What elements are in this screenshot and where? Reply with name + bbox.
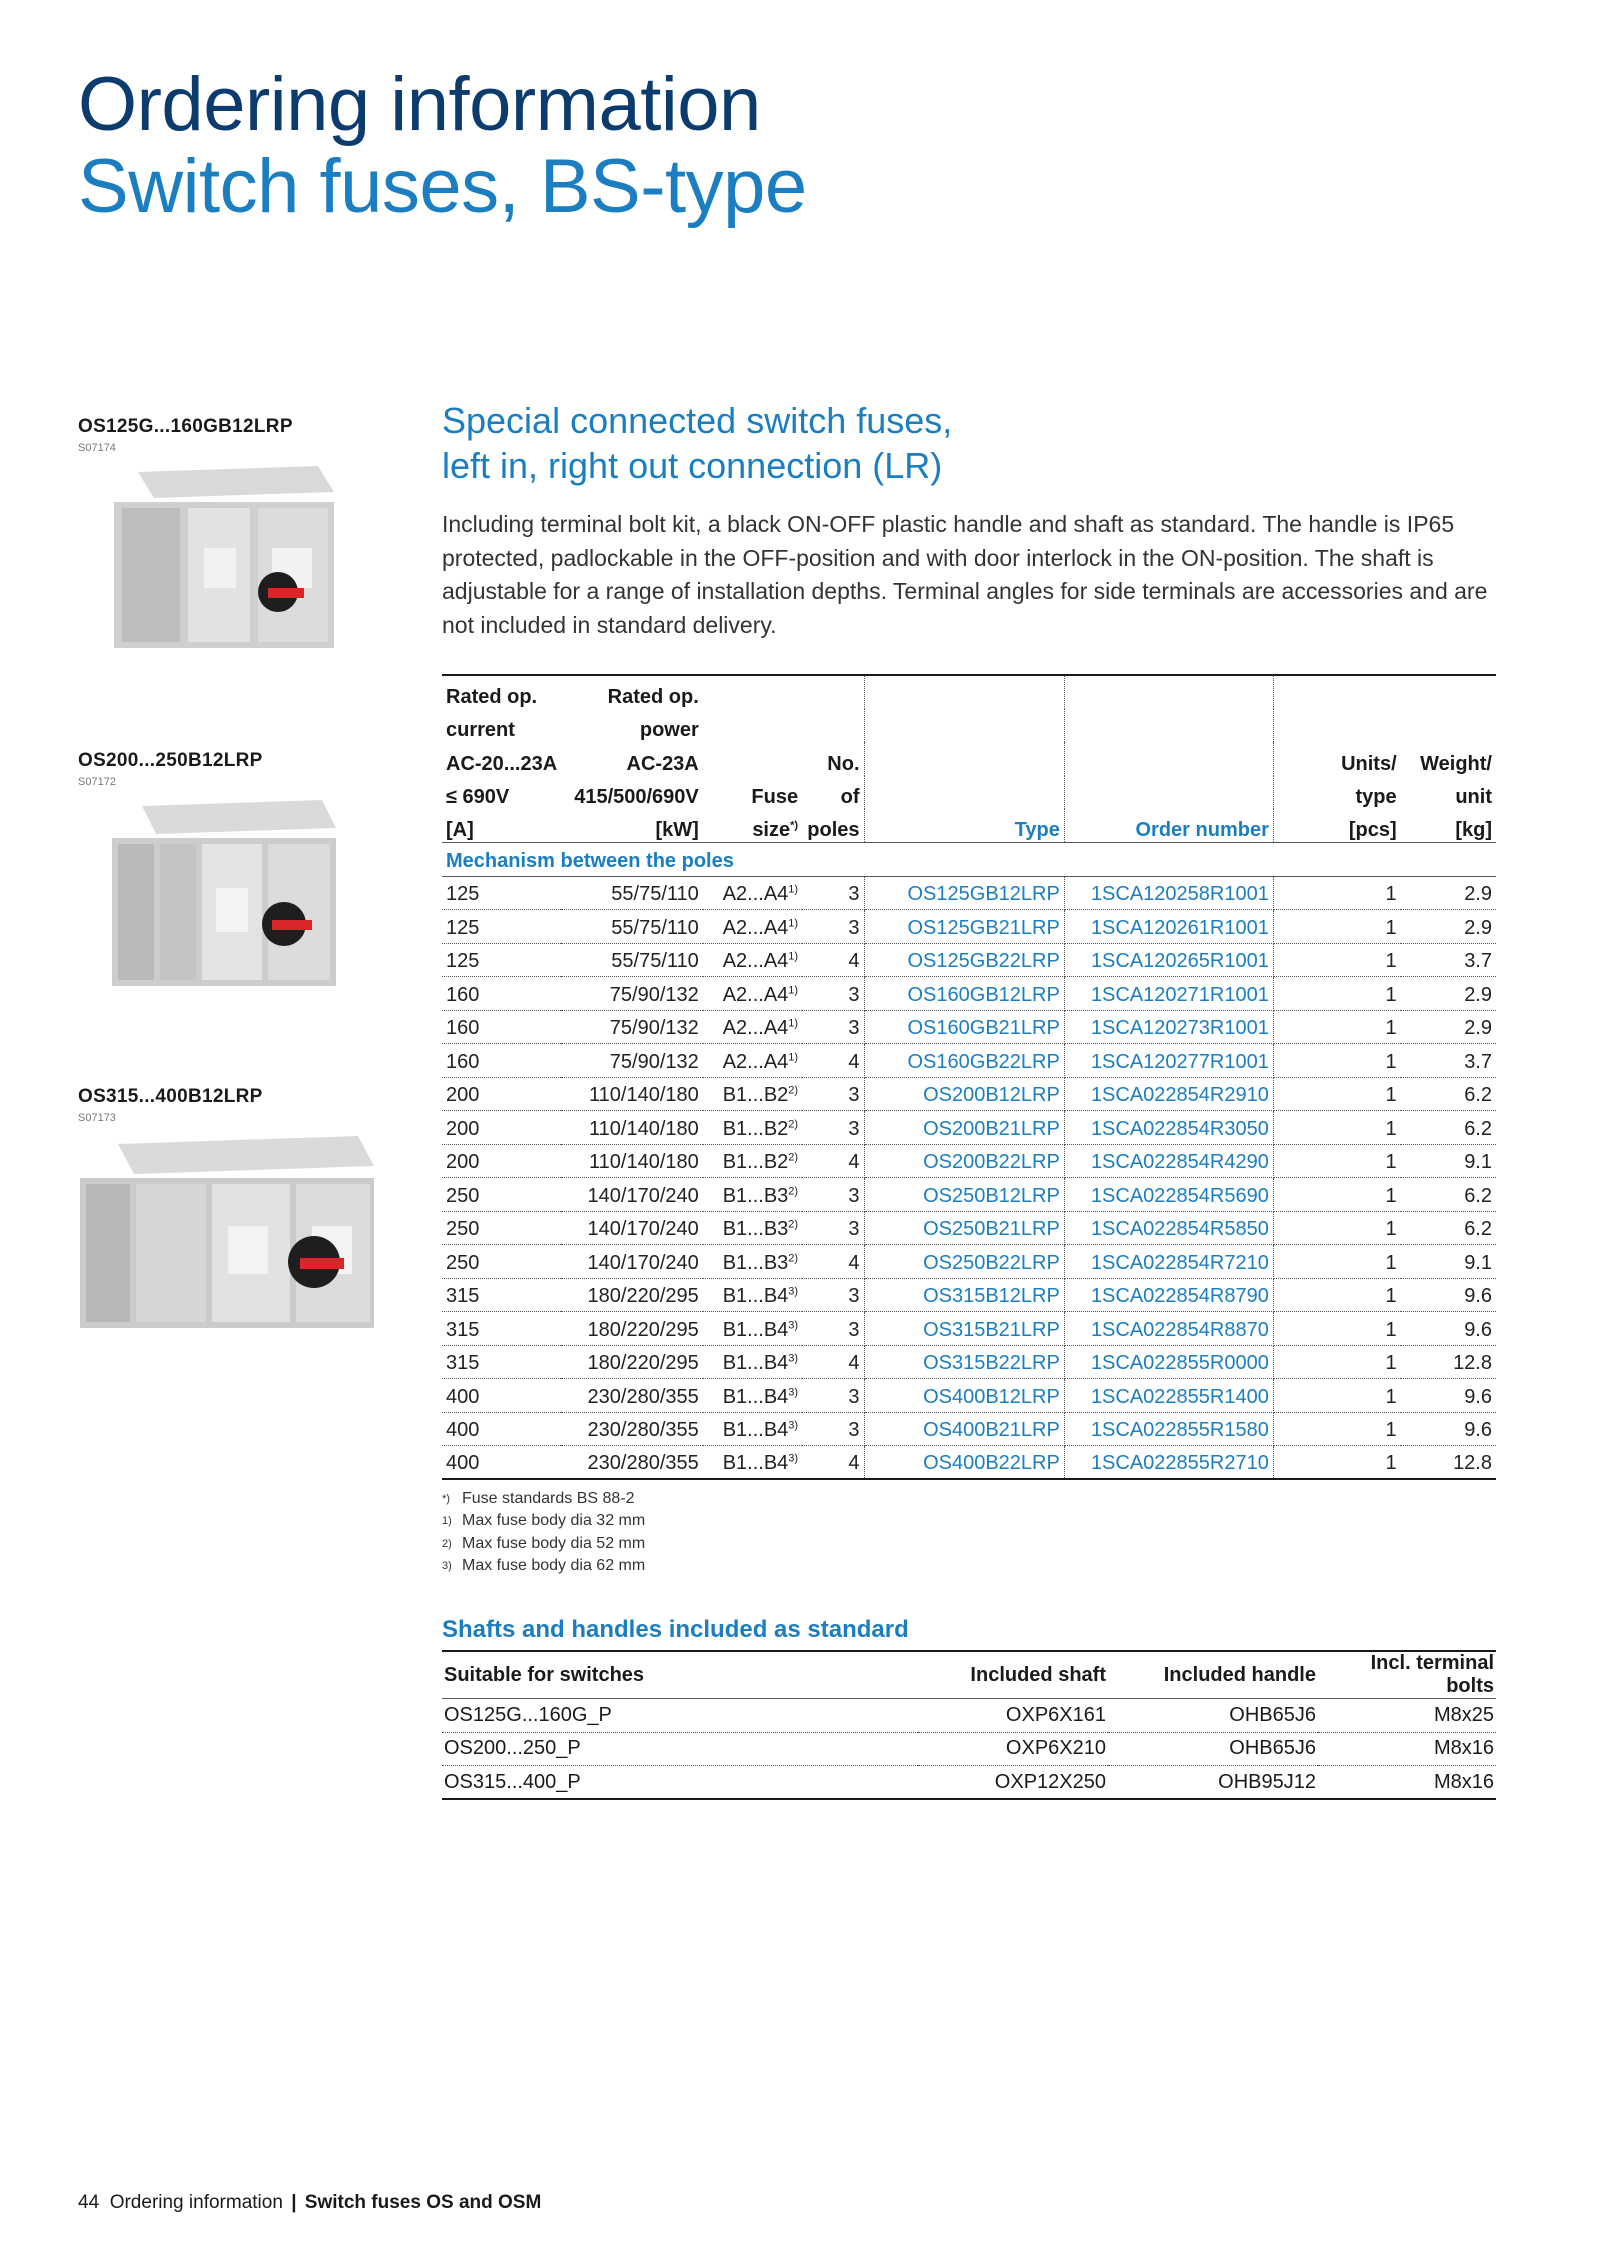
units-cell: 1 (1273, 1211, 1400, 1245)
col-switches-header: Suitable for switches (442, 1651, 918, 1699)
header-row (442, 1651, 1496, 1699)
power-cell: 140/170/240 (561, 1211, 703, 1245)
section-intro: Including terminal bolt kit, a black ON-OFF plastic handle and shaft as standard. The handle is IP65 protected, padlockable in the OFF-position and with door interlock in the ON-position. The shaft is adjustable for a range of installation depths. Terminal angles for side terminals are accessories and are not included in standard delivery. (442, 511, 1488, 638)
fuse-size-cell: B1...B2$^{2)}$ (703, 1077, 802, 1111)
footnote-text: Max fuse body dia 32 mm (462, 1512, 646, 1530)
type-cell: OS200B21LRP (864, 1111, 1064, 1145)
weight-cell: 12.8 (1401, 1446, 1496, 1480)
switch-fuse-photo-3 (78, 1130, 378, 1340)
section-title-line1: Special connected switch fuses, (442, 400, 953, 441)
order-number-cell: 1SCA120273R1001 (1064, 1010, 1273, 1044)
power-cell: 140/170/240 (561, 1245, 703, 1279)
group-row (442, 843, 1496, 877)
order-number-cell: 1SCA120271R1001 (1064, 977, 1273, 1011)
table-row (442, 943, 1496, 977)
col-units-h2: [pcs] (1273, 809, 1400, 843)
footnote-mark: 3) (442, 1560, 452, 1573)
table-row (442, 1144, 1496, 1178)
col-poles-h2: poles (802, 809, 864, 843)
poles-cell: 3 (802, 910, 864, 944)
table-row (442, 1412, 1496, 1446)
header-row (442, 742, 1496, 776)
switches-cell: OS125G...160G_P (442, 1699, 918, 1733)
col-units-h0: Units/ (1341, 752, 1397, 775)
weight-cell: 2.9 (1401, 910, 1496, 944)
fuse-size-cell: B1...B3$^{2)}$ (703, 1178, 802, 1212)
fuse-footnote-mark: 1) (788, 916, 799, 929)
fuse-footnote-mark: 1) (788, 1017, 799, 1030)
fuse-footnote-mark: *) (790, 819, 799, 832)
units-cell: 1 (1273, 943, 1400, 977)
current-cell: 160 (442, 977, 561, 1011)
table-row (442, 1345, 1496, 1379)
current-cell: 400 (442, 1412, 561, 1446)
order-number-cell: 1SCA120261R1001 (1064, 910, 1273, 944)
current-cell: 160 (442, 1044, 561, 1078)
table-row (442, 977, 1496, 1011)
units-cell: 1 (1273, 1010, 1400, 1044)
weight-cell: 9.1 (1401, 1144, 1496, 1178)
footnote-text: Max fuse body dia 62 mm (462, 1557, 646, 1575)
footnote-mark: 2) (442, 1537, 452, 1550)
fuse-size-cell: A2...A4$^{1)}$ (703, 1010, 802, 1044)
units-cell: 1 (1273, 910, 1400, 944)
power-cell: 55/75/110 (561, 943, 703, 977)
fuse-size-cell: A2...A4$^{1)}$ (703, 1044, 802, 1078)
order-number-cell: 1SCA022854R5690 (1064, 1178, 1273, 1212)
units-cell: 1 (1273, 1345, 1400, 1379)
weight-cell: 3.7 (1401, 1044, 1496, 1078)
current-cell: 400 (442, 1379, 561, 1413)
fuse-size-cell: B1...B2$^{2)}$ (703, 1111, 802, 1145)
units-cell: 1 (1273, 876, 1400, 910)
fuse-size-cell: A2...A4$^{1)}$ (703, 943, 802, 977)
col-weight-h2: [kg] (1401, 809, 1496, 843)
table-row (442, 1732, 1496, 1766)
power-cell: 110/140/180 (561, 1144, 703, 1178)
power-cell: 55/75/110 (561, 910, 703, 944)
switch-fuse-photo-1 (108, 462, 340, 658)
fuse-footnote-mark: 3) (788, 1352, 799, 1365)
order-number-cell: 1SCA022855R1580 (1064, 1412, 1273, 1446)
table-row (442, 1111, 1496, 1145)
section-title-line2: left in, right out connection (LR) (442, 445, 943, 486)
poles-cell: 3 (802, 1211, 864, 1245)
weight-cell: 9.6 (1401, 1312, 1496, 1346)
table-row (442, 1379, 1496, 1413)
units-cell: 1 (1273, 1412, 1400, 1446)
type-cell: OS250B12LRP (864, 1178, 1064, 1212)
fuse-footnote-mark: 2) (788, 1184, 799, 1197)
col-handle-header: Included handle (1108, 1651, 1318, 1699)
order-number-cell: 1SCA120258R1001 (1064, 876, 1273, 910)
current-cell: 200 (442, 1077, 561, 1111)
current-cell: 315 (442, 1278, 561, 1312)
bolts-cell: M8x16 (1318, 1732, 1496, 1766)
table-row (442, 1699, 1496, 1733)
fuse-size-cell: B1...B2$^{2)}$ (703, 1144, 802, 1178)
footer-document: Switch fuses OS and OSM (304, 2192, 542, 2213)
col-current-h2: AC-20...23A (446, 752, 558, 775)
page-title-line1: Ordering information (78, 62, 761, 147)
footer-section: Ordering information (109, 2192, 283, 2213)
order-number-cell: 1SCA022854R4290 (1064, 1144, 1273, 1178)
type-cell: OS315B12LRP (864, 1278, 1064, 1312)
poles-cell: 4 (802, 943, 864, 977)
weight-cell: 6.2 (1401, 1178, 1496, 1212)
fuse-footnote-mark: 1) (788, 983, 799, 996)
fuse-size-cell: A2...A4$^{1)}$ (703, 910, 802, 944)
type-cell: OS400B12LRP (864, 1379, 1064, 1413)
power-cell: 180/220/295 (561, 1345, 703, 1379)
product-label-1 (78, 416, 378, 454)
poles-cell: 4 (802, 1044, 864, 1078)
weight-cell: 9.6 (1401, 1412, 1496, 1446)
type-cell: OS400B22LRP (864, 1446, 1064, 1480)
poles-cell: 3 (802, 1278, 864, 1312)
fuse-size-cell: A2...A4$^{1)}$ (703, 977, 802, 1011)
ordering-table (442, 674, 1496, 1480)
header-row (442, 675, 1496, 709)
current-cell: 400 (442, 1446, 561, 1480)
weight-cell: 6.2 (1401, 1077, 1496, 1111)
col-order-header: Order number (1064, 809, 1273, 843)
section-title (442, 398, 952, 488)
footnote (442, 1510, 645, 1532)
order-number-cell: 1SCA022855R0000 (1064, 1345, 1273, 1379)
current-cell: 125 (442, 943, 561, 977)
units-cell: 1 (1273, 1312, 1400, 1346)
table-row (442, 1312, 1496, 1346)
switch-fuse-photo-2 (108, 796, 340, 996)
page-footer (78, 2192, 541, 2214)
col-power-h2: AC-23A (626, 752, 699, 775)
footnote (442, 1533, 645, 1555)
bolts-cell: M8x25 (1318, 1699, 1496, 1733)
col-type-header: Type (864, 809, 1064, 843)
table-row (442, 1278, 1496, 1312)
fuse-footnote-mark: 1) (788, 883, 799, 896)
type-cell: OS200B12LRP (864, 1077, 1064, 1111)
fuse-size-cell: B1...B4$^{3)}$ (703, 1446, 802, 1480)
power-cell: 230/280/355 (561, 1412, 703, 1446)
power-cell: 75/90/132 (561, 1010, 703, 1044)
type-cell: OS125GB21LRP (864, 910, 1064, 944)
fuse-footnote-mark: 3) (788, 1285, 799, 1298)
col-power-h3: 415/500/690V (574, 786, 699, 808)
type-cell: OS125GB12LRP (864, 876, 1064, 910)
table-row (442, 1044, 1496, 1078)
poles-cell: 3 (802, 1077, 864, 1111)
weight-cell: 9.1 (1401, 1245, 1496, 1279)
poles-cell: 3 (802, 977, 864, 1011)
handle-cell: OHB65J6 (1108, 1699, 1318, 1733)
order-number-cell: 1SCA022854R8790 (1064, 1278, 1273, 1312)
table-row (442, 1010, 1496, 1044)
fuse-size-cell: B1...B4$^{3)}$ (703, 1412, 802, 1446)
type-cell: OS250B22LRP (864, 1245, 1064, 1279)
type-cell: OS160GB12LRP (864, 977, 1064, 1011)
current-cell: 125 (442, 876, 561, 910)
product-name: OS125G...160GB12LRP (78, 416, 293, 437)
fuse-footnote-mark: 1) (788, 1050, 799, 1063)
group-label: Mechanism between the poles (442, 843, 1496, 877)
units-cell: 1 (1273, 1044, 1400, 1078)
order-number-cell: 1SCA022854R7210 (1064, 1245, 1273, 1279)
poles-cell: 4 (802, 1245, 864, 1279)
power-cell: 180/220/295 (561, 1278, 703, 1312)
order-number-cell: 1SCA022854R8870 (1064, 1312, 1273, 1346)
order-number-cell: 1SCA022854R5850 (1064, 1211, 1273, 1245)
order-number-cell: 1SCA120277R1001 (1064, 1044, 1273, 1078)
weight-cell: 6.2 (1401, 1211, 1496, 1245)
fuse-footnote-mark: 1) (788, 950, 799, 963)
product-label-2 (78, 750, 378, 788)
order-number-cell: 1SCA120265R1001 (1064, 943, 1273, 977)
fuse-footnote-mark: 3) (788, 1419, 799, 1432)
current-cell: 200 (442, 1144, 561, 1178)
product-label-3 (78, 1086, 378, 1124)
order-number-cell: 1SCA022854R2910 (1064, 1077, 1273, 1111)
weight-cell: 3.7 (1401, 943, 1496, 977)
page-number: 44 (78, 2192, 100, 2213)
col-poles-h1: of (802, 776, 864, 810)
col-weight-h0: Weight/ (1420, 752, 1492, 775)
units-cell: 1 (1273, 1077, 1400, 1111)
col-power-h4: [kW] (561, 809, 703, 843)
shafts-title: Shafts and handles included as standard (442, 1616, 909, 1643)
col-current-h4: [A] (442, 809, 561, 843)
handle-cell: OHB95J12 (1108, 1766, 1318, 1800)
fuse-size-cell: B1...B4$^{3)}$ (703, 1345, 802, 1379)
footnote-mark: *) (442, 1493, 450, 1505)
poles-cell: 3 (802, 1178, 864, 1212)
fuse-footnote-mark: 2) (788, 1218, 799, 1231)
product-name: OS200...250B12LRP (78, 750, 263, 771)
fuse-footnote-mark: 3) (788, 1385, 799, 1398)
power-cell: 110/140/180 (561, 1111, 703, 1145)
col-poles-h0: No. (802, 742, 864, 776)
order-number-cell: 1SCA022855R1400 (1064, 1379, 1273, 1413)
fuse-footnote-mark: 2) (788, 1117, 799, 1130)
footnotes (442, 1488, 645, 1578)
fuse-size-cell: A2...A4$^{1)}$ (703, 876, 802, 910)
type-cell: OS400B21LRP (864, 1412, 1064, 1446)
fuse-size-cell: B1...B3$^{2)}$ (703, 1245, 802, 1279)
weight-cell: 6.2 (1401, 1111, 1496, 1145)
poles-cell: 3 (802, 876, 864, 910)
type-cell: OS315B22LRP (864, 1345, 1064, 1379)
col-fuse-h0: Fuse (751, 786, 799, 808)
poles-cell: 3 (802, 1111, 864, 1145)
power-cell: 180/220/295 (561, 1312, 703, 1346)
footnote (442, 1555, 645, 1577)
power-cell: 110/140/180 (561, 1077, 703, 1111)
power-cell: 75/90/132 (561, 977, 703, 1011)
col-shaft-header: Included shaft (918, 1651, 1108, 1699)
type-cell: OS200B22LRP (864, 1144, 1064, 1178)
col-power-h0: Rated op. (561, 675, 703, 709)
switches-cell: OS200...250_P (442, 1732, 918, 1766)
weight-cell: 2.9 (1401, 876, 1496, 910)
product-name: OS315...400B12LRP (78, 1086, 263, 1107)
power-cell: 140/170/240 (561, 1178, 703, 1212)
table-row (442, 1178, 1496, 1212)
type-cell: OS315B21LRP (864, 1312, 1064, 1346)
header-row (442, 709, 1496, 743)
poles-cell: 3 (802, 1010, 864, 1044)
table-row (442, 1766, 1496, 1800)
fuse-size-cell: B1...B4$^{3)}$ (703, 1278, 802, 1312)
weight-cell: 9.6 (1401, 1278, 1496, 1312)
col-power-h1: power (639, 719, 699, 741)
units-cell: 1 (1273, 1446, 1400, 1480)
current-cell: 315 (442, 1312, 561, 1346)
type-cell: OS160GB22LRP (864, 1044, 1064, 1078)
fuse-footnote-mark: 2) (788, 1151, 799, 1164)
fuse-size-cell: B1...B3$^{2)}$ (703, 1211, 802, 1245)
units-cell: 1 (1273, 1111, 1400, 1145)
fuse-size-cell: B1...B4$^{3)}$ (703, 1312, 802, 1346)
weight-cell: 9.6 (1401, 1379, 1496, 1413)
current-cell: 250 (442, 1178, 561, 1212)
current-cell: 160 (442, 1010, 561, 1044)
col-fuse-h1: size*) (703, 809, 802, 843)
footnote-text: Max fuse body dia 52 mm (462, 1534, 646, 1552)
shaft-cell: OXP6X161 (918, 1699, 1108, 1733)
order-number-cell: 1SCA022854R3050 (1064, 1111, 1273, 1145)
power-cell: 55/75/110 (561, 876, 703, 910)
table-row (442, 1245, 1496, 1279)
units-cell: 1 (1273, 1178, 1400, 1212)
product-image-code: S07173 (78, 1112, 116, 1124)
fuse-footnote-mark: 2) (788, 1251, 799, 1264)
current-cell: 250 (442, 1245, 561, 1279)
col-current-h3: ≤ 690V (446, 786, 510, 808)
switches-cell: OS315...400_P (442, 1766, 918, 1800)
page-title-line2: Switch fuses, BS-type (78, 144, 807, 229)
units-cell: 1 (1273, 977, 1400, 1011)
shaft-cell: OXP12X250 (918, 1766, 1108, 1800)
header-row (442, 809, 1496, 843)
footnote-text: Fuse standards BS 88-2 (462, 1490, 635, 1507)
current-cell: 315 (442, 1345, 561, 1379)
bolts-cell: M8x16 (1318, 1766, 1496, 1800)
poles-cell: 4 (802, 1345, 864, 1379)
weight-cell: 12.8 (1401, 1345, 1496, 1379)
order-number-cell: 1SCA022855R2710 (1064, 1446, 1273, 1480)
product-image-code: S07174 (78, 442, 116, 454)
weight-cell: 2.9 (1401, 1010, 1496, 1044)
col-current-h1: current (446, 719, 515, 741)
units-cell: 1 (1273, 1278, 1400, 1312)
col-units-h1: type (1355, 786, 1397, 808)
current-cell: 250 (442, 1211, 561, 1245)
units-cell: 1 (1273, 1144, 1400, 1178)
fuse-size-cell: B1...B4$^{3)}$ (703, 1379, 802, 1413)
product-image-code: S07172 (78, 776, 116, 788)
shaft-cell: OXP6X210 (918, 1732, 1108, 1766)
fuse-footnote-mark: 2) (788, 1084, 799, 1097)
current-cell: 125 (442, 910, 561, 944)
col-bolts-header: Incl. terminal bolts (1318, 1651, 1496, 1699)
type-cell: OS250B21LRP (864, 1211, 1064, 1245)
footer-separator: | (291, 2192, 297, 2213)
shafts-table (442, 1650, 1496, 1800)
type-cell: OS160GB21LRP (864, 1010, 1064, 1044)
table-row (442, 1211, 1496, 1245)
current-cell: 200 (442, 1111, 561, 1145)
units-cell: 1 (1273, 1245, 1400, 1279)
poles-cell: 4 (802, 1446, 864, 1480)
footnote-mark: 1) (442, 1515, 452, 1528)
weight-cell: 2.9 (1401, 977, 1496, 1011)
units-cell: 1 (1273, 1379, 1400, 1413)
type-cell: OS125GB22LRP (864, 943, 1064, 977)
header-row (442, 776, 1496, 810)
poles-cell: 4 (802, 1144, 864, 1178)
poles-cell: 3 (802, 1379, 864, 1413)
power-cell: 75/90/132 (561, 1044, 703, 1078)
poles-cell: 3 (802, 1412, 864, 1446)
footnote (442, 1488, 645, 1510)
power-cell: 230/280/355 (561, 1446, 703, 1480)
power-cell: 230/280/355 (561, 1379, 703, 1413)
table-row (442, 1446, 1496, 1480)
col-weight-h1: unit (1455, 786, 1492, 808)
col-current-h0: Rated op. (442, 675, 561, 709)
fuse-footnote-mark: 3) (788, 1452, 799, 1465)
fuse-footnote-mark: 3) (788, 1318, 799, 1331)
table-row (442, 1077, 1496, 1111)
handle-cell: OHB65J6 (1108, 1732, 1318, 1766)
table-row (442, 876, 1496, 910)
poles-cell: 3 (802, 1312, 864, 1346)
table-row (442, 910, 1496, 944)
